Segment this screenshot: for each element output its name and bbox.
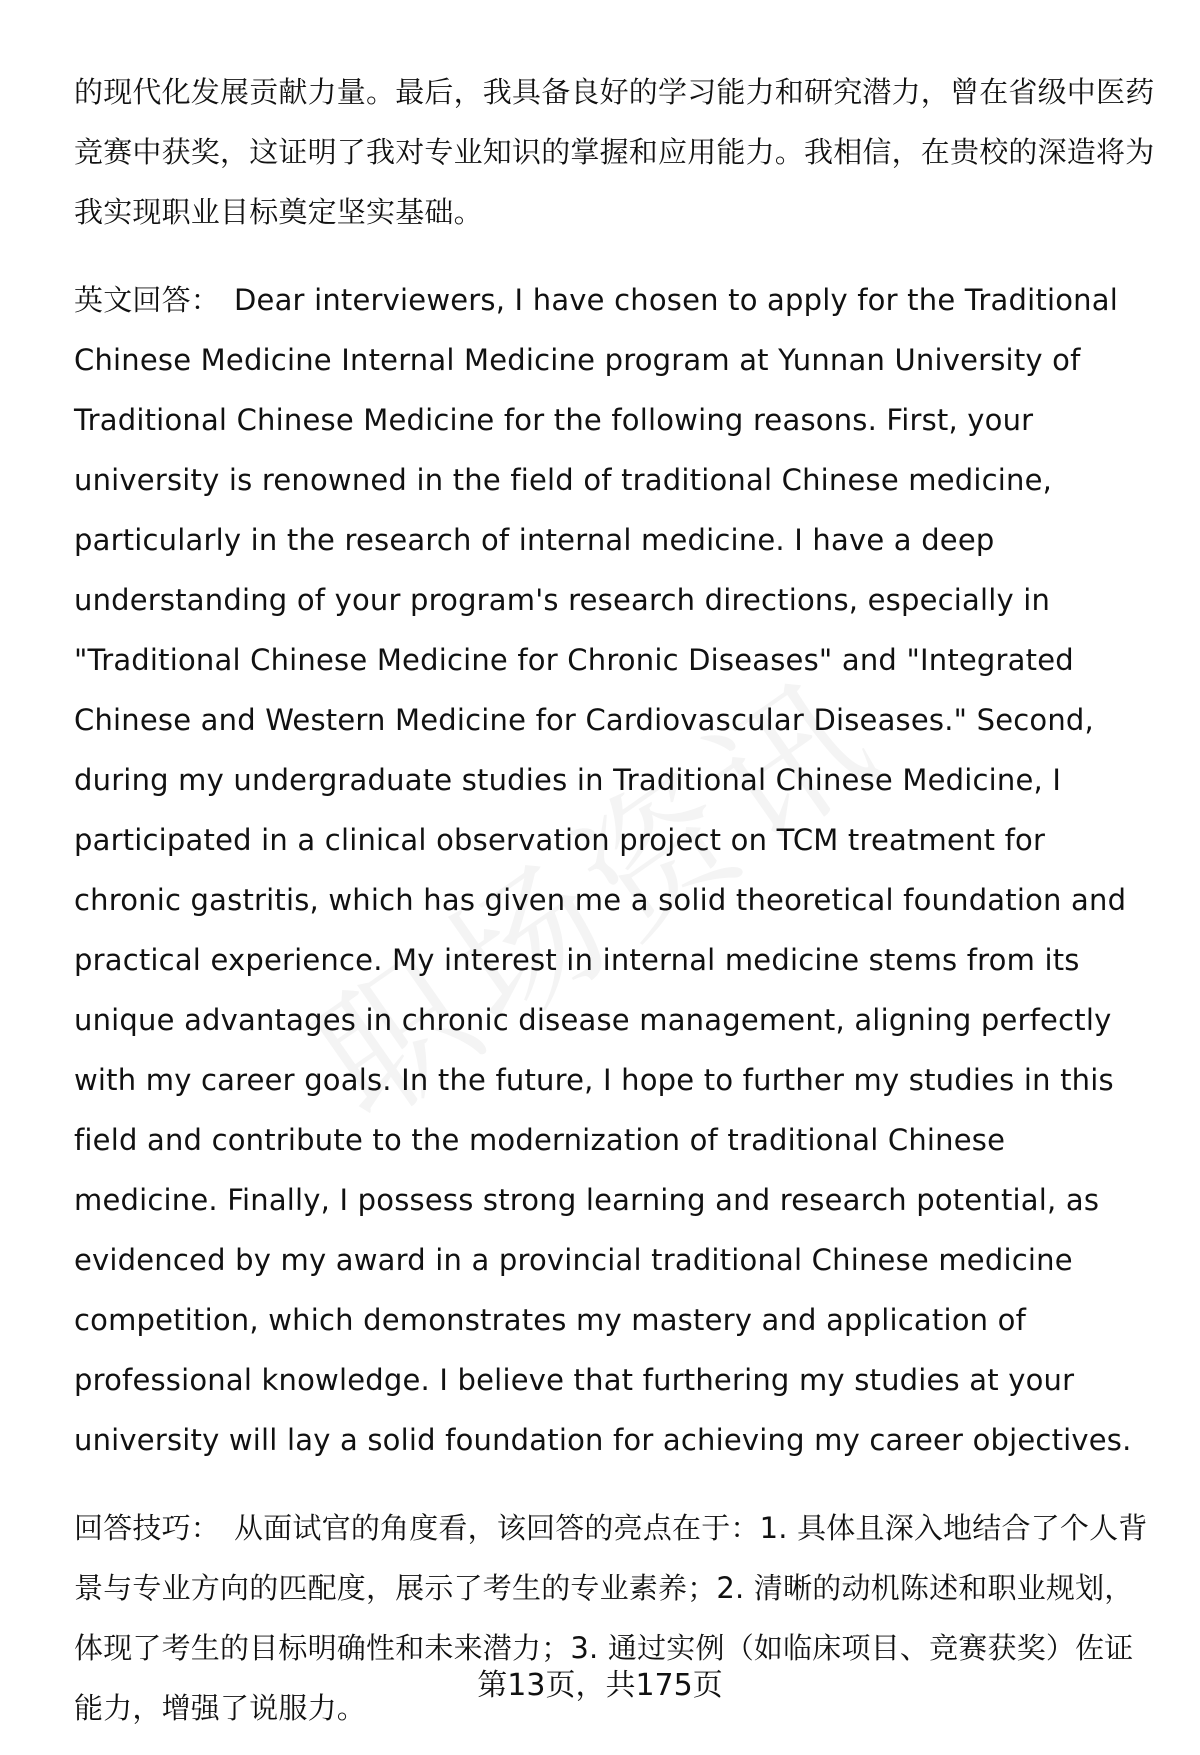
paragraph-english-answer xyxy=(74,270,1156,1470)
paragraph-text: Dear interviewers, I have chosen to apply for the Traditional Chinese Medicine Internal Medicine program at Yunnan University of Traditional Chinese Medicine for the following reasons. First, your university is renowned in the field of traditional Chinese medicine, particularly in the research of internal medicine. I have a deep understanding of your program's research directions, especially in "Traditional Chinese Medicine for Chronic Diseases" and "Integrated Chinese and Western Medicine for Cardiovascular Diseases." Second, during my undergraduate studies in Traditional Chinese Medicine, I participated in a clinical observation project on TCM treatment for chronic gastritis, which has given me a solid theoretical foundation and practical experience. My interest in internal medicine stems from its unique advantages in chronic disease management, aligning perfectly with my career goals. In the future, I hope to further my studies in this field and contribute to the modernization of traditional Chinese medicine. Finally, I possess strong learning and research potential, as evidenced by my award in a provincial traditional Chinese medicine competition, which demonstrates my mastery and application of professional knowledge. I believe that furthering my studies at your university will lay a solid foundation for achieving my career objectives. xyxy=(74,283,1132,1457)
paragraph-lead-label: 回答技巧： xyxy=(74,1511,221,1545)
document-body xyxy=(74,62,1156,1738)
paragraph-continuation xyxy=(74,62,1156,242)
paragraph-lead-label: 英文回答： xyxy=(74,283,221,317)
paragraph-text: 的现代化发展贡献力量。最后，我具备良好的学习能力和研究潜力，曾在省级中医药竞赛中获奖，这证明了我对专业知识的掌握和应用能力。我相信，在贵校的深造将为我实现职业目标奠定坚实基础。 xyxy=(74,75,1155,229)
paragraph-text: 从面试官的角度看，该回答的亮点在于：1. 具体且深入地结合了个人背景与专业方向的匹配度，展示了考生的专业素养；2. 清晰的动机陈述和职业规划，体现了考生的目标明确性和未来潜力；3. 通过实例（如临床项目、竞赛获奖）佐证能力，增强了说服力。 xyxy=(74,1511,1148,1725)
page-number-footer: 第13页，共175页 xyxy=(477,1668,723,1703)
